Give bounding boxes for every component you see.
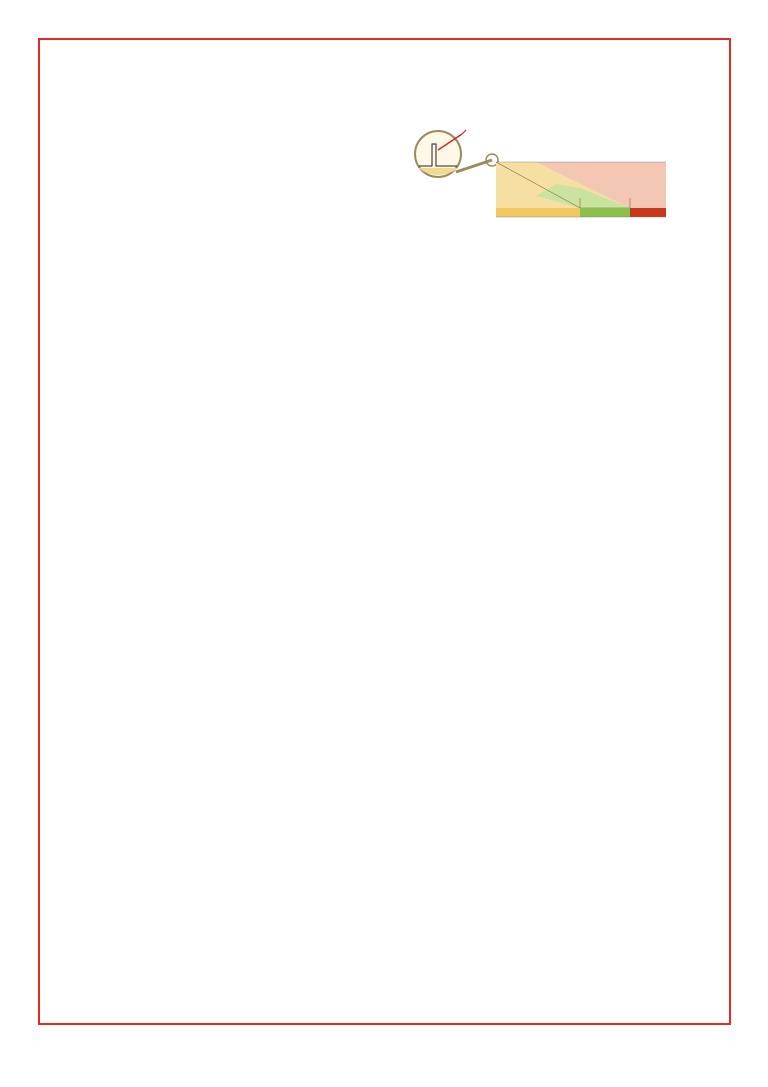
distribution-areas [496,162,666,217]
magnifier-zoom [415,130,498,177]
wealth-distribution-logo [366,126,676,242]
